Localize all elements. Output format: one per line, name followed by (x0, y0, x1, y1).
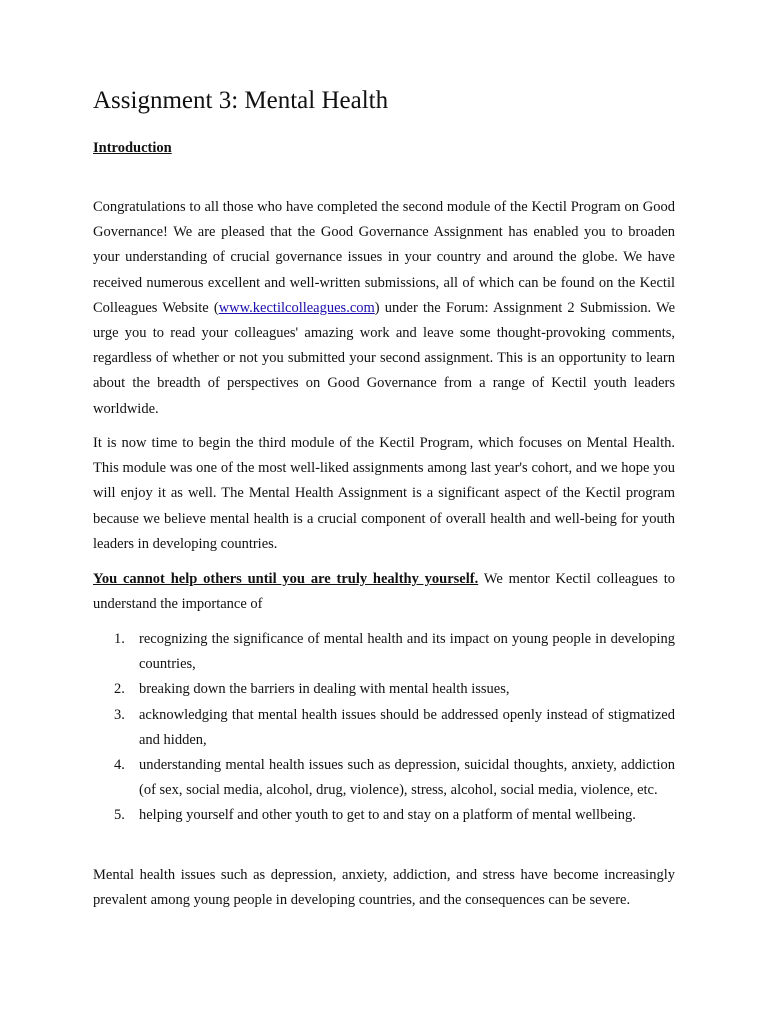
intro-text-end: ) under the Forum: Assignment 2 Submission. We urge you to read your colleagues' amazing work and leave some thought-provoking comments, regardless of whether or not you submitted your second assignment. This is an opportunity to learn about the breadth of perspectives on Good Governance from a range of Kectil youth leaders worldwide. (93, 299, 676, 417)
list-item (93, 627, 675, 677)
key-statement: You cannot help others until you are truly healthy yourself. (93, 571, 479, 587)
list-item-text: acknowledging that mental health issues should be addressed openly instead of stigmatized and hidden, (139, 706, 675, 748)
list-item-text: recognizing the significance of mental health and its impact on young people in developing countries, (139, 631, 675, 673)
list-item (93, 753, 675, 803)
list-number: 5. (114, 807, 125, 824)
mentor-text: We mentor Kectil colleagues to understand the importance of (93, 571, 676, 613)
list-number: 1. (114, 631, 125, 647)
importance-list (93, 627, 675, 829)
module-paragraph: It is now time to begin the third module of the Kectil Program, which focuses on Mental Health. This module was one of the most well-liked assignments among last year's cohort, and we hope you will enjoy it as well. The Mental Health Assignment is a significant aspect of the Kectil program because we believe mental health is a crucial component of overall health and well-being for youth leaders in developing countries. (93, 435, 675, 552)
list-item-text: breaking down the barriers in dealing with mental health issues, (139, 681, 510, 698)
list-item (93, 703, 675, 753)
intro-paragraph (93, 195, 675, 422)
list-item (93, 803, 675, 828)
list-item-text: understanding mental health issues such as depression, suicidal thoughts, anxiety, addiction (of sex, social media, alcohol, drug, violence), stress, alcohol, social media, violence, etc. (139, 757, 675, 799)
introduction-heading: Introduction (93, 140, 172, 156)
list-item-text: helping yourself and other youth to get to and stay on a platform of mental wellbeing. (139, 807, 636, 824)
list-item (93, 677, 675, 702)
closing-paragraph: Mental health issues such as depression, anxiety, addiction, and stress have become increasingly prevalent among young people in developing countries, and the consequences can be severe. (93, 867, 675, 909)
list-number: 3. (114, 706, 125, 723)
intro-text-start: Congratulations to all those who have completed the second module of the Kectil Program on Good Governance! We are pleased that the Good Governance Assignment has enabled you to broaden your understanding of crucial governance issues in your country and around the globe. We have received numerous excellent and well-written submissions, all of which can be found on the Kectil Colleagues Website ( (93, 199, 675, 316)
page-title: Assignment 3: Mental Health (93, 87, 389, 114)
list-number: 2. (114, 681, 125, 698)
mentor-paragraph (93, 567, 675, 617)
list-number: 4. (114, 757, 125, 774)
kectil-colleagues-link[interactable]: www.kectilcolleagues.com (218, 299, 375, 316)
